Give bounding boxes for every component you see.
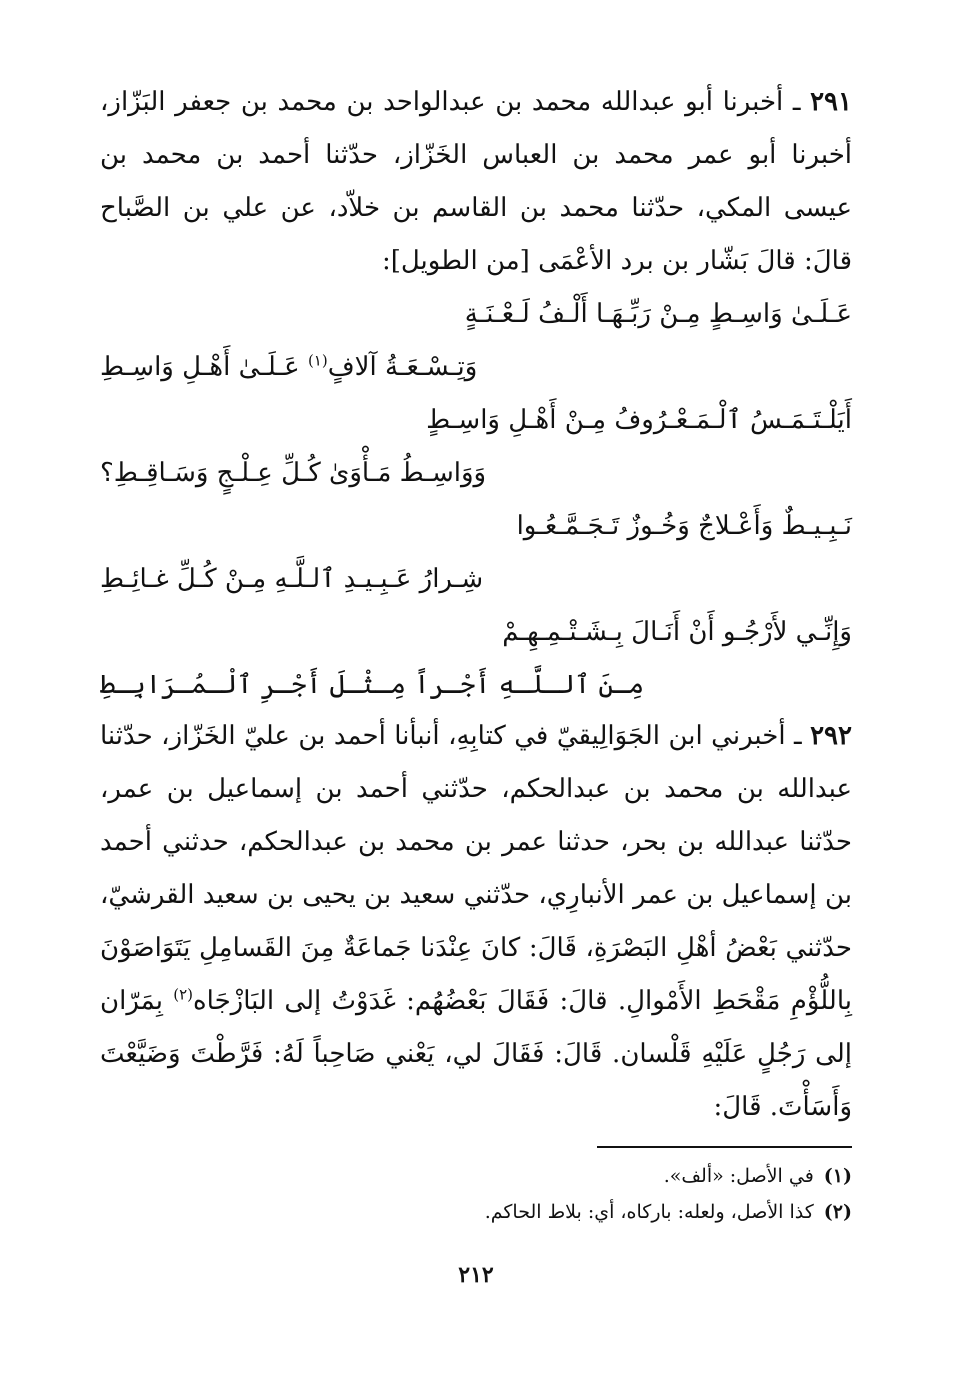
verse-text: عَـلَـىٰ أَهْـلِ وَاسِـطِ <box>100 352 308 382</box>
verse-text: وَتِـسْـعَـةُ آلافٍ <box>327 352 478 382</box>
paragraph-text: بِمَرّان إلى رَجُلٍ عَلَيْهِ قَلْسان. قَالَ: فَقَالَ لي، يَعْني صَاحِباً لَهُ: فَرَّطْتَ وَضَيَّعْتَ وَأَسَأْتَ. قَالَ: <box>100 986 852 1122</box>
footnote-text: في الأصل: «ألف». <box>663 1165 814 1187</box>
footnote-ref: (١) <box>307 351 328 370</box>
verse-hemistich-2 <box>100 341 852 394</box>
verse-hemistich-1: عَـلَـىٰ وَاسِـطٍ مِـنْ رَبِّـهَـا أَلْـفُ لَـعْـنَـةٍ <box>464 299 852 329</box>
footnote-text: كذا الأصل، ولعله: باركاه، أي: بلاط الحاكم. <box>484 1201 814 1223</box>
verse-hemistich-6: شِـرارُ عَـبِـيـدِ ٱلـلَّـهِ مِـنْ كُـلِّ غـائِـطِ <box>100 564 484 594</box>
footnote-number: (٢) <box>823 1201 852 1223</box>
footnote-divider <box>597 1146 852 1148</box>
item-number: ٢٩٢ <box>810 721 852 751</box>
verse-hemistich-3: أَيَلْـتَـمَـسُ ٱلْـمَـعْـرُوفُ مِـنْ أَهْـلِ وَاسِـطٍ <box>426 405 852 435</box>
verse-hemistich-4: وَوَاسِـطُ مَـأْوَىٰ كُـلِّ عِـلْـجٍ وَسَـاقِـطِ؟ <box>100 458 487 488</box>
footnote-1 <box>100 1158 852 1194</box>
paragraph-text: ـ أخبرنا أبو عبدالله محمد بن عبدالواحد بن محمد بن جعفر البَزّاز، أخبرنا أبو عمر محمد بن العباس الخَزّاز، حدّثنا أحمد بن محمد بن عيسى المكي، حدّثنا محمد بن القاسم بن خلاّد، عن علي بن الصَّباح قالَ: قالَ بَشّار بن برد الأعْمَى [من الطويل]: <box>100 87 852 276</box>
footnotes <box>100 1158 852 1230</box>
verse-hemistich-8: مِـنَ ٱلـلَّـهِ أَجْـراً مِـثْـلَ أَجْـرِ ٱلْـمُـرَابِـطِ <box>100 670 645 700</box>
paragraph-292 <box>100 710 852 1134</box>
footnote-ref: (٢) <box>173 985 194 1004</box>
footnote-2 <box>100 1194 852 1230</box>
poem <box>100 288 852 712</box>
paragraph-291 <box>100 76 852 288</box>
footnote-number: (١) <box>823 1165 852 1187</box>
item-number: ٢٩١ <box>810 87 852 117</box>
verse-hemistich-5: نَـبِـيـطٌ وَأَعْـلاجٌ وَخُـوزٌ تَـجَـمَّـعُـوا <box>516 511 852 541</box>
paragraph-text: ـ أخبرني ابن الجَوَالِيقيّ في كتابِهِ، أنبأنا أحمد بن عليّ الخَزّاز، حدّثنا عبدالله بن محمد بن عبدالحكم، حدّثني أحمد بن إسماعيل بن عمر، حدّثنا عبدالله بن بحر، حدثنا عمر بن محمد بن عبدالحكم، حدثني أحمد بن إسماعيل بن عمر الأنبارِي، حدّثني سعيد بن يحيى بن سعيد القرشيّ، حدّثني بَعْضُ أهْلِ البَصْرَةِ، قَالَ: كانَ عِنْدَنا جَماعَةٌ مِنَ القَسامِلِ يَتَوَاصَوْنَ بِاللُّؤْمِ مَقْحَطِ الأَمْوالِ. قالَ: فَقَالَ بَعْضُهُم: غَدَوْتُ إلى البَازْجَاه <box>100 721 852 1016</box>
page-number: ٢١٢ <box>458 1262 494 1288</box>
verse-hemistich-7: وَإِنِّـي لأَرْجُـو أَنْ أَنَـالَ بِـشَـتْـمِـهِـمْ <box>502 617 852 647</box>
page <box>100 0 852 1374</box>
